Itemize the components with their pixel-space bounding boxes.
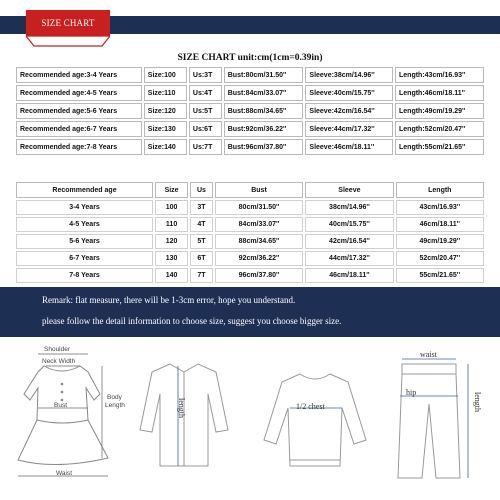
badge-fold xyxy=(26,36,110,48)
size-table-cell: 4T xyxy=(190,217,213,232)
summary-cell: Recommended age:3-4 Years xyxy=(16,67,142,83)
size-table-cell: 4-5 Years xyxy=(16,217,153,232)
summary-cell: Size:130 xyxy=(144,121,187,137)
label-shoulder: Shoulder xyxy=(44,346,71,353)
summary-cell: Sleeve:42cm/16.54'' xyxy=(305,103,393,119)
size-table-cell: 130 xyxy=(155,251,188,266)
summary-cell: Us:4T xyxy=(189,85,222,101)
size-table-row xyxy=(16,251,484,266)
size-table-cell: 44cm/17.32'' xyxy=(305,251,393,266)
chart-title: SIZE CHART unit:cm(1cm=0.39in) xyxy=(177,53,323,63)
size-table-cell: 3-4 Years xyxy=(16,200,153,215)
summary-cell: Recommended age:6-7 Years xyxy=(16,121,142,137)
summary-cell: Length:49cm/19.29'' xyxy=(395,103,484,119)
size-table-header: Bust xyxy=(215,182,303,198)
summary-cell: Size:140 xyxy=(144,139,187,155)
label-waist: Waist xyxy=(56,470,73,477)
label-hip: hip xyxy=(406,388,417,397)
summary-cell: Length:46cm/18.11'' xyxy=(395,85,484,101)
label-half-chest: 1/2 chest xyxy=(296,402,325,411)
size-table-cell: 43cm/16.93'' xyxy=(396,200,484,215)
summary-cell: Length:52cm/20.47'' xyxy=(395,121,484,137)
size-table-cell: 84cm/33.07'' xyxy=(215,217,303,232)
summary-cell: Size:110 xyxy=(144,85,187,101)
summary-cell: Sleeve:38cm/14.96'' xyxy=(305,67,393,83)
summary-row xyxy=(16,139,484,155)
size-table-cell: 7T xyxy=(190,268,213,283)
size-table-row xyxy=(16,268,484,283)
size-table-cell: 100 xyxy=(155,200,188,215)
summary-cell: Sleeve:44cm/17.32'' xyxy=(305,121,393,137)
summary-cell: Us:7T xyxy=(189,139,222,155)
size-table xyxy=(14,180,486,285)
size-table-header: Size xyxy=(155,182,188,198)
label-waist-pants: waist xyxy=(420,350,437,359)
size-table-cell: 110 xyxy=(155,217,188,232)
summary-cell: Recommended age:5-6 Years xyxy=(16,103,142,119)
size-table-cell: 7-8 Years xyxy=(16,268,153,283)
sweater-diagram xyxy=(260,342,370,492)
sweater-outline-icon xyxy=(260,342,370,492)
size-table-cell: 92cm/36.22'' xyxy=(215,251,303,266)
summary-cell: Length:43cm/16.93'' xyxy=(395,67,484,83)
summary-row xyxy=(16,67,484,83)
summary-table xyxy=(14,65,486,157)
size-table-cell: 3T xyxy=(190,200,213,215)
size-table-header: Us xyxy=(190,182,213,198)
size-table-cell: 120 xyxy=(155,234,188,249)
summary-row xyxy=(16,103,484,119)
size-table-cell: 46cm/18.11'' xyxy=(305,268,393,283)
label-length: Length xyxy=(105,402,125,409)
size-table-row xyxy=(16,234,484,249)
size-table-cell: 49cm/19.29'' xyxy=(396,234,484,249)
size-table-cell: 88cm/34.65'' xyxy=(215,234,303,249)
label-bust: Bust xyxy=(54,402,68,409)
size-table-cell: 96cm/37.80'' xyxy=(215,268,303,283)
size-table-cell: 38cm/14.96'' xyxy=(305,200,393,215)
size-chart-badge: SIZE CHART xyxy=(26,10,110,36)
summary-cell: Size:120 xyxy=(144,103,187,119)
size-table-cell: 40cm/15.75'' xyxy=(305,217,393,232)
size-table-cell: 52cm/20.47'' xyxy=(396,251,484,266)
summary-cell: Sleeve:46cm/18.11'' xyxy=(305,139,393,155)
summary-cell: Bust:92cm/36.22'' xyxy=(224,121,304,137)
summary-row xyxy=(16,121,484,137)
summary-cell: Size:100 xyxy=(144,67,187,83)
dress-diagram xyxy=(4,342,132,492)
summary-cell: Us:5T xyxy=(189,103,222,119)
remark-line-1: Remark: flat measure, there will be 1-3cm error, hope you understand. xyxy=(42,295,296,305)
size-table-cell: 6-7 Years xyxy=(16,251,153,266)
size-table-header: Length xyxy=(396,182,484,198)
size-table-cell: 5-6 Years xyxy=(16,234,153,249)
size-table-cell: 46cm/18.11'' xyxy=(396,217,484,232)
summary-cell: Bust:96cm/37.80'' xyxy=(224,139,304,155)
summary-cell: Bust:84cm/33.07'' xyxy=(224,85,304,101)
remark-band xyxy=(0,287,500,337)
summary-cell: Us:6T xyxy=(189,121,222,137)
pants-outline-icon xyxy=(388,342,494,492)
summary-row xyxy=(16,85,484,101)
summary-cell: Bust:88cm/34.65'' xyxy=(224,103,304,119)
summary-cell: Recommended age:7-8 Years xyxy=(16,139,142,155)
size-table-cell: 42cm/16.54'' xyxy=(305,234,393,249)
pants-diagram xyxy=(388,342,494,492)
size-table-row xyxy=(16,200,484,215)
summary-cell: Length:55cm/21.65'' xyxy=(395,139,484,155)
summary-cell: Us:3T xyxy=(189,67,222,83)
label-body: Body xyxy=(107,394,122,401)
size-table-header: Recommended age xyxy=(16,182,153,198)
size-table-header: Sleeve xyxy=(305,182,393,198)
label-neck-width: Neck Width xyxy=(42,358,76,365)
label-pants-length: length xyxy=(473,392,482,412)
remark-line-2: please follow the detail information to choose size, suggest you choose bigger size. xyxy=(42,316,342,326)
size-table-cell: 5T xyxy=(190,234,213,249)
summary-cell: Bust:80cm/31.50'' xyxy=(224,67,304,83)
summary-cell: Sleeve:40cm/15.75'' xyxy=(305,85,393,101)
label-shirt-length: length xyxy=(177,398,186,418)
size-table-cell: 55cm/21.65'' xyxy=(396,268,484,283)
summary-cell: Recommended age:4-5 Years xyxy=(16,85,142,101)
size-table-cell: 6T xyxy=(190,251,213,266)
size-table-cell: 140 xyxy=(155,268,188,283)
shirt-diagram xyxy=(134,342,234,492)
size-table-cell: 80cm/31.50'' xyxy=(215,200,303,215)
size-table-row xyxy=(16,217,484,232)
